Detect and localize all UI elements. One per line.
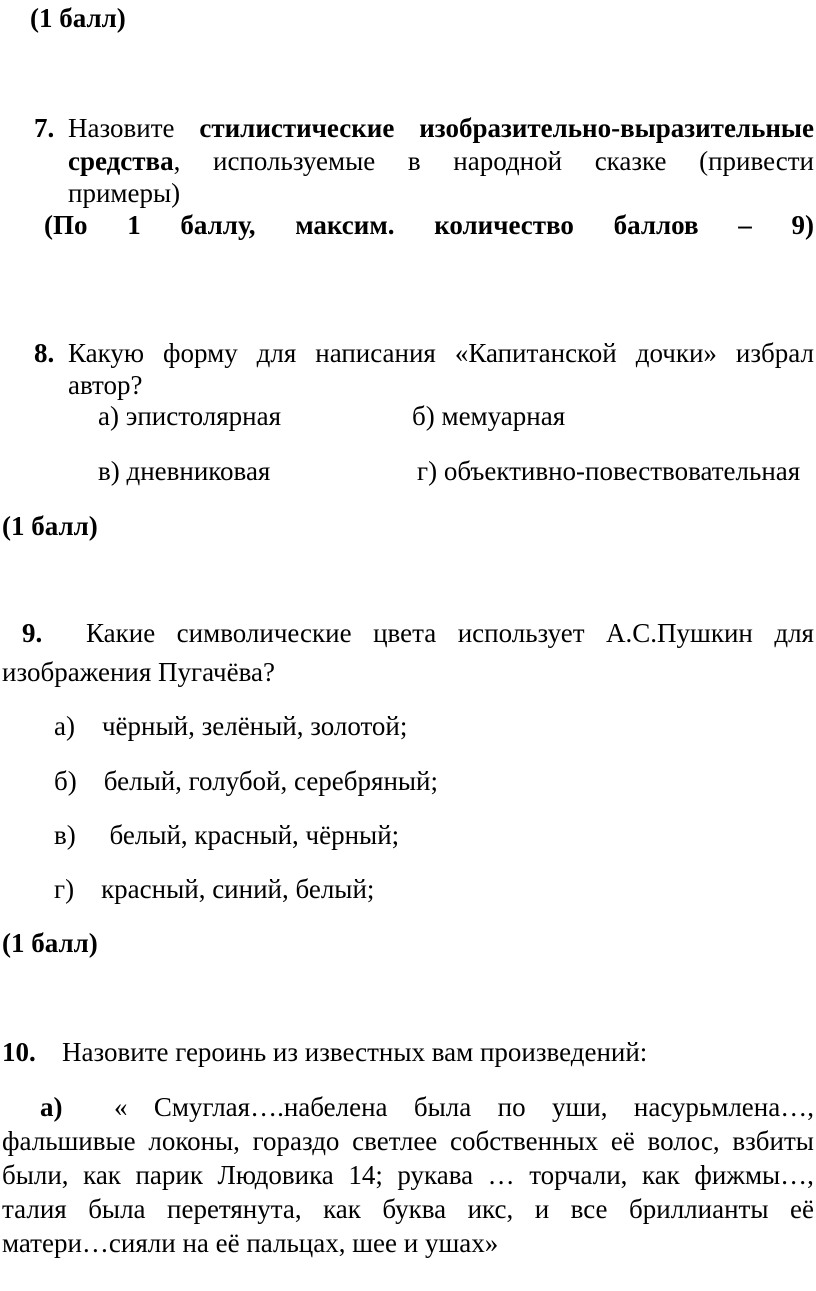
q10-a-line-4: талия была перетянута, как буква икс, и все бриллианты её — [2, 1194, 814, 1224]
q9-number: 9. — [22, 618, 43, 648]
q10-a-line-2: фальшивые локоны, гораздо светлее собственных её волос, взбиты — [2, 1126, 814, 1156]
q9-line-2: изображения Пугачёва? — [2, 657, 275, 687]
q7-points: (По 1 баллу, максим. количество баллов – 9) — [44, 210, 814, 240]
q10-number: 10. — [2, 1037, 36, 1067]
q7-number: 7. — [34, 113, 55, 143]
q10-a-label: а) — [40, 1092, 63, 1122]
q10-a-line-1: « Смуглая….набелена была по уши, насурьмлена…, — [114, 1092, 814, 1122]
q9-option-a: а) чёрный, зелёный, золотой; — [54, 711, 408, 741]
q9-option-d: г) красный, синий, белый; — [54, 874, 375, 904]
q9-option-b: б) белый, голубой, серебряный; — [54, 766, 438, 796]
q10-a-line-5: матери…сияли на её пальцах, шее и ушах» — [2, 1228, 499, 1258]
score-top: (1 балл) — [30, 3, 126, 33]
q8-option-a: а) эпистолярная — [98, 401, 282, 431]
q10-a-line-3: были, как парик Людовика 14; рукава … торчали, как фижмы…, — [2, 1160, 814, 1190]
q7-line-3: примеры) — [68, 178, 181, 208]
q8-line-2: автор? — [68, 370, 143, 400]
q9-score: (1 балл) — [2, 928, 98, 958]
q9-option-c: в) белый, красный, чёрный; — [54, 820, 400, 850]
q7-line-1: Назовите стилистические изобразительно-выразительные — [68, 113, 814, 143]
q8-option-c: в) дневниковая — [98, 456, 271, 486]
q9-line-1: Какие символические цвета использует А.С.Пушкин для — [86, 618, 814, 648]
q7-line-2: средства, используемые в народной сказке (привести — [68, 146, 814, 176]
q8-line-1: Какую форму для написания «Капитанской дочки» избрал — [68, 338, 814, 368]
q8-option-d: г) объективно-повествовательная — [417, 456, 801, 486]
q10-text: Назовите героинь из известных вам произведений: — [62, 1037, 648, 1067]
q8-score: (1 балл) — [2, 511, 98, 541]
q8-number: 8. — [34, 338, 55, 368]
q8-option-b: б) мемуарная — [412, 401, 566, 431]
